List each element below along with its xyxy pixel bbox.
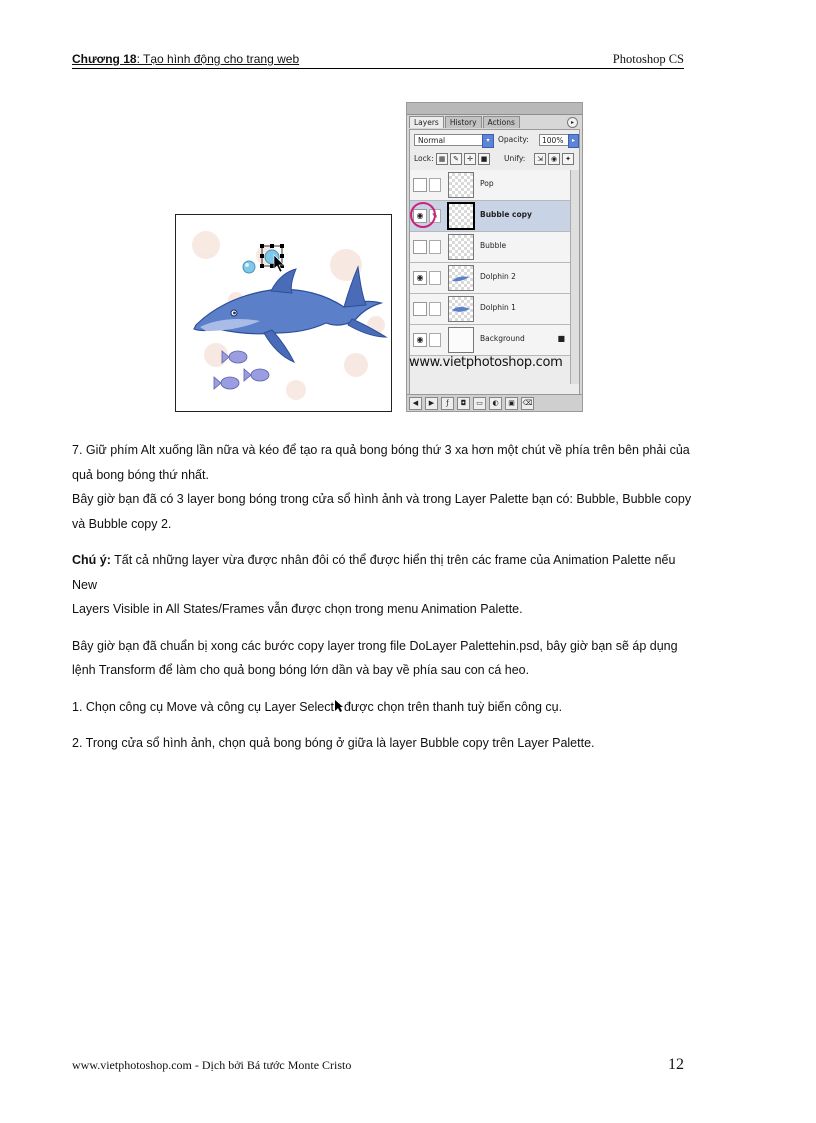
layer-row-dolphin-1[interactable] <box>410 294 570 325</box>
page-footer <box>72 1056 684 1076</box>
eye-icon[interactable]: ◉ <box>413 333 427 347</box>
page-number: 12 <box>668 1056 684 1073</box>
footer-credit: www.vietphotoshop.com - Dịch bởi Bá tước Monte Cristo <box>72 1058 352 1072</box>
layer-thumbnail <box>448 296 474 322</box>
layer-name: Background <box>480 334 525 343</box>
unify-position-icon[interactable]: ⇲ <box>534 153 546 165</box>
lock-pixels-icon[interactable]: ✎ <box>450 153 462 165</box>
palette-tabs <box>409 116 521 128</box>
dolphin-thumb-icon <box>449 266 473 290</box>
arrow-cursor-icon <box>334 699 344 713</box>
step-1-text: 1. Chọn công cụ Move và công cụ Layer Select <box>72 699 334 714</box>
page-header <box>72 52 684 69</box>
book-title: Photoshop CS <box>612 52 684 66</box>
note-label: Chú ý: <box>72 553 111 567</box>
layer-thumbnail <box>447 202 475 230</box>
adjustment-layer-icon[interactable]: ◐ <box>489 397 502 410</box>
opacity-input[interactable]: 100% <box>539 134 569 146</box>
eye-icon[interactable]: ◉ <box>413 209 427 223</box>
layer-row-background[interactable] <box>410 325 570 356</box>
lock-label: Lock: <box>414 154 434 163</box>
lock-all-icon[interactable]: ■ <box>478 153 490 165</box>
highlight-circle <box>410 202 436 228</box>
tab-actions[interactable]: Actions <box>483 116 520 128</box>
layer-name: Bubble copy <box>480 210 532 219</box>
opacity-arrow-icon[interactable]: ▸ <box>568 134 579 148</box>
lock-icon: ■ <box>557 334 565 343</box>
link-toggle[interactable] <box>429 178 441 192</box>
layers-palette <box>406 102 583 412</box>
lock-transparency-icon[interactable]: ▦ <box>436 153 448 165</box>
visibility-toggle[interactable] <box>413 302 427 316</box>
layer-list <box>410 170 570 384</box>
blend-row <box>414 134 575 148</box>
step-7-paragraph: 7. Giữ phím Alt xuống lần nữa và kéo để tạo ra quả bong bóng thứ 3 xa hơn một chút về phía trên bên phải của quả bong bóng thứ nhất. <box>72 443 690 482</box>
note-paragraph <box>72 548 692 597</box>
layer-thumbnail <box>448 172 474 198</box>
dolphin-scene-image <box>176 215 391 411</box>
layer-thumbnail <box>448 265 474 291</box>
note-paragraph-continued: Layers Visible in All States/Frames vẫn được chọn trong menu Animation Palette. <box>72 602 523 616</box>
step-1-text-end: được chọn trên thanh tuỳ biến công cụ. <box>343 699 563 714</box>
new-layer-icon[interactable]: ▣ <box>505 397 518 410</box>
note-text: Tất cả những layer vừa được nhân đôi có thể được hiển thị trên các frame của Animation Palette nếu New <box>72 553 676 592</box>
layer-thumbnail <box>448 234 474 260</box>
link-toggle[interactable] <box>429 333 441 347</box>
step-1-paragraph <box>72 695 692 720</box>
palette-menu-icon[interactable]: ▸ <box>567 117 578 128</box>
brush-icon[interactable]: ✎ <box>429 209 441 223</box>
step-2-paragraph: 2. Trong cửa sổ hình ảnh, chọn quả bong bóng ở giữa là layer Bubble copy trên Layer Palette. <box>72 736 595 750</box>
layer-row-pop[interactable] <box>410 170 570 201</box>
chapter-heading <box>72 52 299 66</box>
unify-visibility-icon[interactable]: ◉ <box>548 153 560 165</box>
watermark-text: www.vietphotoshop.com <box>409 355 563 370</box>
preparation-paragraph: Bây giờ bạn đã chuẩn bị xong các bước copy layer trong file DoLayer Palettehin.psd, bây giờ bạn sẽ áp dụng lệnh Transform để làm cho quả bong bóng lớn dần và bay về phía sau con cá heo. <box>72 638 678 677</box>
next-frame-icon[interactable]: ▶ <box>425 397 438 410</box>
layer-row-bubble[interactable] <box>410 232 570 263</box>
palette-bottom-bar <box>407 394 582 411</box>
tab-layers[interactable]: Layers <box>409 116 444 128</box>
link-toggle[interactable] <box>429 302 441 316</box>
opacity-label: Opacity: <box>498 135 529 144</box>
chevron-down-icon: ▾ <box>482 134 494 148</box>
chapter-title: : Tạo hình động cho trang web <box>136 52 300 66</box>
layers-summary-paragraph: Bây giờ bạn đã có 3 layer bong bóng trong cửa sổ hình ảnh và trong Layer Palette bạn có: Bubble, Bubble copy và Bubble copy 2. <box>72 492 692 531</box>
palette-title-bar[interactable] <box>407 103 582 115</box>
layer-thumbnail <box>448 327 474 353</box>
layer-style-icon[interactable]: ƒ <box>441 397 454 410</box>
unify-style-icon[interactable]: ✦ <box>562 153 574 165</box>
blend-mode-value: Normal <box>418 136 446 145</box>
chapter-label: Chương 18 <box>72 52 137 66</box>
layer-row-dolphin-2[interactable] <box>410 263 570 294</box>
visibility-toggle[interactable] <box>413 178 427 192</box>
tab-history[interactable]: History <box>445 116 482 128</box>
layer-row-bubble-copy[interactable] <box>410 201 570 232</box>
blend-mode-select[interactable] <box>414 134 494 146</box>
layer-mask-icon[interactable]: ◘ <box>457 397 470 410</box>
layer-name: Pop <box>480 179 494 188</box>
lock-row <box>414 152 575 166</box>
link-toggle[interactable] <box>429 271 441 285</box>
body-text <box>72 438 692 756</box>
eye-icon[interactable]: ◉ <box>413 271 427 285</box>
trash-icon[interactable]: ⌫ <box>521 397 534 410</box>
layer-name: Bubble <box>480 241 507 250</box>
dolphin-thumb-icon <box>449 297 473 321</box>
new-set-icon[interactable]: ▭ <box>473 397 486 410</box>
prev-frame-icon[interactable]: ◀ <box>409 397 422 410</box>
layer-scrollbar[interactable] <box>570 170 579 384</box>
unify-label: Unify: <box>504 154 526 163</box>
link-toggle[interactable] <box>429 240 441 254</box>
document-window-illustration <box>175 214 392 412</box>
visibility-toggle[interactable] <box>413 240 427 254</box>
lock-position-icon[interactable]: ✛ <box>464 153 476 165</box>
layer-name: Dolphin 2 <box>480 272 516 281</box>
layer-name: Dolphin 1 <box>480 303 516 312</box>
